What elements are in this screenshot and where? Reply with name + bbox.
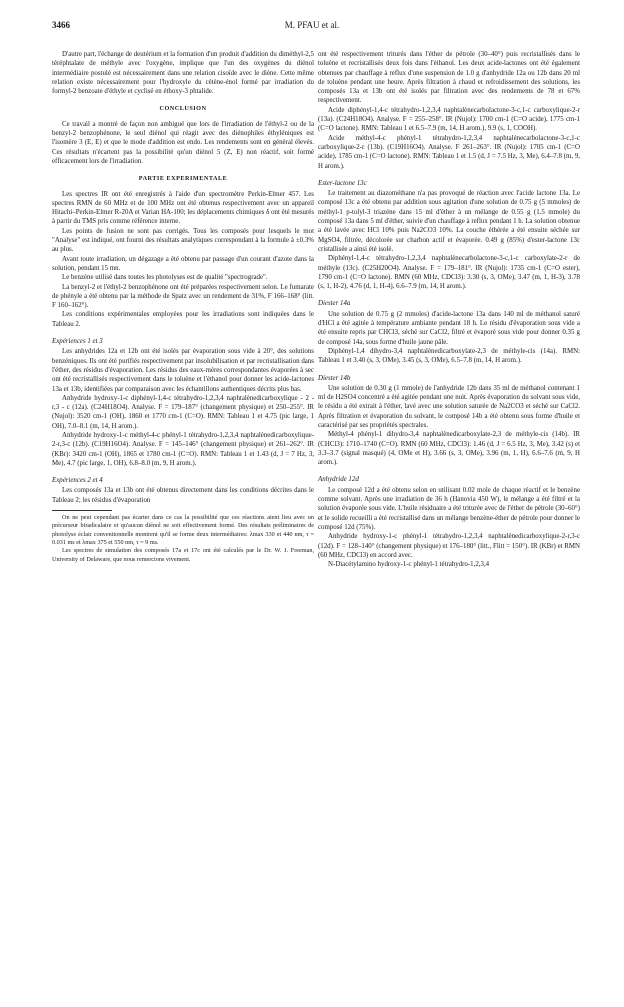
paragraph-diacetylamino: N-Diacétylamino hydroxy-1-c phényl-1 tétrahydro-1,2,3,4: [328, 561, 490, 569]
right-column: [318, 50, 580, 569]
paragraph-degassing: Avant toute irradiation, un dégazage a été obtenu par passage d'un courant d'azote dans la solution, pendant 15 mn.: [52, 255, 314, 272]
paragraph-benzene: Le benzène utilisé dans toutes les photolyses est de qualité "spectrograde".: [62, 274, 268, 282]
paragraph-compound-13c: Diphényl-1,4-c tétrahydro-1,2,3,4 naphtalènecarbolactone-3-c,1-c carboxylate-2-r de méthyle (13c). (C25H20O4). Analyse. F = 179–181°. IR (Nujol): 1735 cm-1 (C=O ester), 1790 cm-1 (C=O lactone). RMN (60 MHz, CDCl3): 3.30 (s, 3, OMe), 3.47 (m, 1, H-3), 3.78 (s, 1, H-2), 4.76 (d, 1, H-4), 6.6–7.9 (m, 14, H arom.).: [318, 255, 580, 291]
diester-14b-heading: Diester 14b: [318, 374, 351, 382]
experimental-heading: PARTIE EXPERIMENTALE: [138, 175, 228, 183]
running-head: M. PFAU et al.: [284, 20, 340, 30]
anhydride-12d-heading: Anhydride 12d: [318, 476, 359, 484]
paragraph-conditions: Les conditions expérimentales employées pour les irradiations sont indiquées dans le Tableau 2.: [52, 311, 314, 328]
experiments-1-3-heading: Expériences 1 et 3: [52, 338, 103, 346]
experiments-2-4-heading: Expériences 2 et 4: [52, 477, 103, 485]
footnote-divider: [52, 510, 112, 511]
paragraph-diester-14a-prep: Une solution de 0.75 g (2 mmoles) d'acide-lactone 13a dans 140 ml de méthanol saturé d'HCl a été agitée à température ambiante pendant 18 h. Le résidu d'évaporation sous vide a été ensuite repris par CHCl3, séché sur CaCl2, filtré et évaporé sous vide pour donner 0.35 g de composé 14a, sous forme d'huile jaune pâle.: [318, 310, 580, 346]
paragraph-diester-14b-prep: Une solution de 0.30 g (1 mmole) de l'anhydride 12b dans 35 ml de méthanol contenant 1 ml de H2SO4 concentré a été agitée pendant une nuit. Après évaporation du solvant sous vide, le résidu a été extrait à l'éther, lavé avec une solution saturée de Na2CO3 et séché sur CaCl2. Après filtration et évaporation du solvant, le composé 14b a été obtenu sous forme d'huile et caractérisé par ses propriétés spectrales.: [318, 384, 580, 429]
paragraph-compound-12d: Anhydride hydroxy-1-c phényl-1 tétrahydro-1,2,3,4 naphtalènedicarboxylique-2-r,3-c (12d). F = 128–140° (changement physique) et 176–180° (litt., Flitt = 150°). IR (KBr) et RMN (60 MHz, CDCl3) en accord avec.: [318, 533, 580, 559]
paragraph-melting-points: Les points de fusion ne sont pas corrigés. Tous les composés pour lesquels le mot "Analyse" est indiqué, ont fourni des résultats analytiques correspondant à la formule à ±0.3% au plus.: [52, 227, 314, 254]
paragraph-compounds-13: Les composés 13a et 13b ont été obtenus directement dans les conditions décrites dans le Tableau 2; les résidus d'évaporation: [52, 487, 314, 504]
paragraph-compound-12b: Anhydride hydroxy-1-c méthyl-4-c phényl-1 tétrahydro-1,2,3,4 naphtalènedicarboxylique-2-r,3-c (12b). (C19H16O4). Analyse. F = 145–146° (changement physique) et 261–262°. IR (KBr): 3420 cm-1 (OH), 1865 et 1780 cm-1 (C=O). RMN: Tableau 1 et 1.43 (d, J = 7 Hz, 3, Me), 4.7 (pic large, 1, OH), 6.8–8.0 (m, 9, H arom.).: [52, 431, 314, 467]
paragraph-spectra: Les spectres IR ont été enregistrés à l'aide d'un spectromètre Perkin-Elmer 457. Les spectres RMN de 60 MHz et de 100 MHz ont été obtenus respectivement avec un appareil Hitachi–Perkin-Elmer R-20A et Varian HA-100; les déplacements chimiques δ ont été mesurés à partir du TMS pris comme référence interne.: [52, 190, 314, 226]
ester-lactone-heading: Ester-lactone 13c: [318, 179, 367, 187]
conclusion-heading: CONCLUSION: [159, 105, 207, 113]
paragraph-diazomethane: Le traitement au diazométhane n'a pas provoqué de réaction avec l'acide lactone 13a. Le composé 13c a été obtenu par addition sous agitation d'une solution de 0.75 g (5 mmoles) de méthyl-1 p-tolyl-3 triazène dans 15 ml d'éther à un mélange de 0.55 g (1.5 mmole) du composé 13a dans 5 ml d'éther, suivie d'un chauffage à reflux pendant 1 h. La solution obtenue a été lavée avec HCl 10% puis Na2CO3 10%. La couche éthérée a été ensuite séchée sur MgSO4, filtrée, décolorée sur charbon actif et évaporée. 0.49 g (85%) d'ester-lactone 13c cristallisée a ainsi été isolé.: [318, 190, 580, 253]
paragraph-deuterium-exchange: D'autre part, l'échange de deutérium et la formation d'un produit d'addition du diméthyl-2,5 téréphtalate de méthyle avec l'oxygène, implique que l'un des oxygènes du diénol intermédiaire postulé est nécessairement dans une relation cisoïde avec le diène. Cette même relation existe nécessairement pour l'hydroxyle du cétène-énol formé par irradiation du formyl-2 benzoate d'éthyle et cyclisé en éthoxy-3 phtalide.: [52, 51, 314, 96]
paragraph-trituration: ont été respectivement triturés dans l'éther de pétrole (30–40°) puis recristallisés dans le toluène et recristallisés deux fois dans l'éthanol. Les deux acide-lactones ont été également obtenues par chauffage à reflux d'une suspension de 1.0 g d'anhydride 12a ou 12b dans 20 ml de toluène pendant une heure. Après filtration à chaud et refroidissement des solutions, les composés 13a et 13b ont été isolés par filtration avec des rendements de 78 et 67% respectivement.: [318, 51, 580, 105]
paragraph-compound-13b: Acide méthyl-4-c phényl-1 tétrahydro-1,2,3,4 naphtalènecarbolactone-3-c,1-c carboxylique-2-r (13b). (C19H16O4). Analyse. F 261–263°. IR (Nujol): 1705 cm-1 (C=O acide), 1785 cm-1 (C=O lactone). RMN: Tableau 1 et 1.5 (d, J = 7.5 Hz, 3, Me), 6.4–7.8 (m, 9, H arom.).: [318, 134, 580, 170]
paragraph-compound-12a: Anhydride hydroxy-1-c diphényl-1,4-c tétrahydro-1,2,3,4 naphtalènedicarboxylique - 2 - r,3 - c (12a). (C24H18O4). Analyse. F = 179–187° (changement physique) et 250–255°. IR (Nujol): 3520 cm-1 (OH), 1860 et 1770 cm-1 (C=O). RMN: Tableau 1 et 4.75 (pic large, 1 OH), 7.0–8.1 (m, 14, H arom.).: [52, 394, 314, 430]
paragraph-conclusion: [52, 120, 314, 166]
paragraph-anhydride-12d-prep: Le composé 12d a été obtenu selon en utilisant 0.02 mole de chaque réactif et le benzène comme solvant. Après une irradiation de 36 h (Hanovia 450 W), le mélange a été filtré et la solution évaporée sous vide. L'huile résiduaire a été triturée avec de l'éther de pétrole (30–60°) et le solide recueilli a été recristallisé dans un mélange benzène-éther de pétrole pour donner le composé 12d (75%).: [318, 486, 580, 531]
left-column: [52, 50, 314, 564]
conclusion-text: Ce travail a montré de façon non ambiguë que lors de l'irradiation de l'éthyl-2 ou de la benzyl-2 benzophénone, le seul diénol qui réagit avec des diénophiles éthyléniques est l'isomère 3 (E, E) et que le mode d'addition est endo. Les rendements sont en général élevés. Ces résultats n'écartent pas la possibilité qu'un diénol 5 (Z, E) non réactif, soit formé efficacement lors de l'irradiation.: [52, 120, 314, 165]
paragraph-preparations: La benzyl-2 et l'éthyl-2 benzophénone ont été préparées respectivement selon. Le fumarate de phényle a été obtenu par la méthode de Spatz avec un rendement de 31%, F 166–168° (litt. F 160–162°).: [52, 283, 314, 310]
page-header: [52, 20, 572, 34]
paragraph-compound-13a: Acide diphényl-1,4-c tétrahydro-1,2,3,4 naphtalènecarbolactone-3-c,1-c carboxylique-2-r (13a). (C24H18O4). Analyse. F = 255–258°. IR (Nujol): 1700 cm-1 (C=O acide), 1775 cm-1 (C=O lactone). RMN: Tableau 1 et 6.5–7.9 (m, 14, H arom.), 9.9 (s, 1, COOH).: [318, 106, 580, 133]
paragraph-compound-14a: Diphényl-1,4 dihydro-3,4 naphtalènedicarboxylate-2,3 de méthyle-cis (14a). RMN: Tableau 1 et 3.40 (s, 3, OMe), 3.45 (s, 3, OMe), 6.5–7.8 (m, 14, H arom.).: [318, 347, 580, 365]
paragraph-compound-14b: Méthyl-4 phényl-1 dihydro-3,4 naphtalènedicarboxylate-2,3 de méthyle-cis (14b). IR (CHCl3): 1710–1740 (C=O). RMN (60 MHz, CDCl3): 1.46 (d, J = 6.5 Hz, 3, Me), 3.42 (s) et 3.3–3.7 (signal masqué) (4, OMe et H), 3.66 (s, 3, OMe), 3.96 (m, 1, H), 6.6–7.6 (m, 9, H arom.).: [318, 431, 580, 467]
page-number: 3466: [52, 20, 70, 30]
diester-14a-heading: Diester 14a: [318, 300, 351, 308]
footnote-2: Les spectres de simulation des composés 17a et 17c ont été calculés par le Dr. W. J. Freeman, University of Delaware, que nous remercions vivement.: [52, 547, 314, 563]
paragraph-anhydrides: Les anhydrides 12a et 12b ont été isolés par évaporation sous vide à 20°, des solutions benzéniques. Ils ont été purifiés respectivement par insolubilisation et par recristallisation dans l'éther, des résidus d'évaporation. Les résidus des eaux-mères correspondantes évaporées à sec ont été recristallisés respectivement dans le toluène et l'éthanol pour donner les acide-lactones 13a et 13b, identifiées par comparaison avec les échantillons authentiques décrits plus bas.: [52, 348, 314, 393]
footnote-1: On ne peut cependant pas écarter dans ce cas la possibilité que ces réactions aient lieu avec un précurseur biradicalaire et qu'aucun diénol ne soit effectivement formé. Des résultats préliminaires de photolyse éclair conventionnelle montrent qu'il se forme deux intermédiaires: λmax 330 et 440 nm, τ = 0.031 ms et λmax 375 et 550 nm, τ = 9 ms.: [52, 514, 314, 546]
